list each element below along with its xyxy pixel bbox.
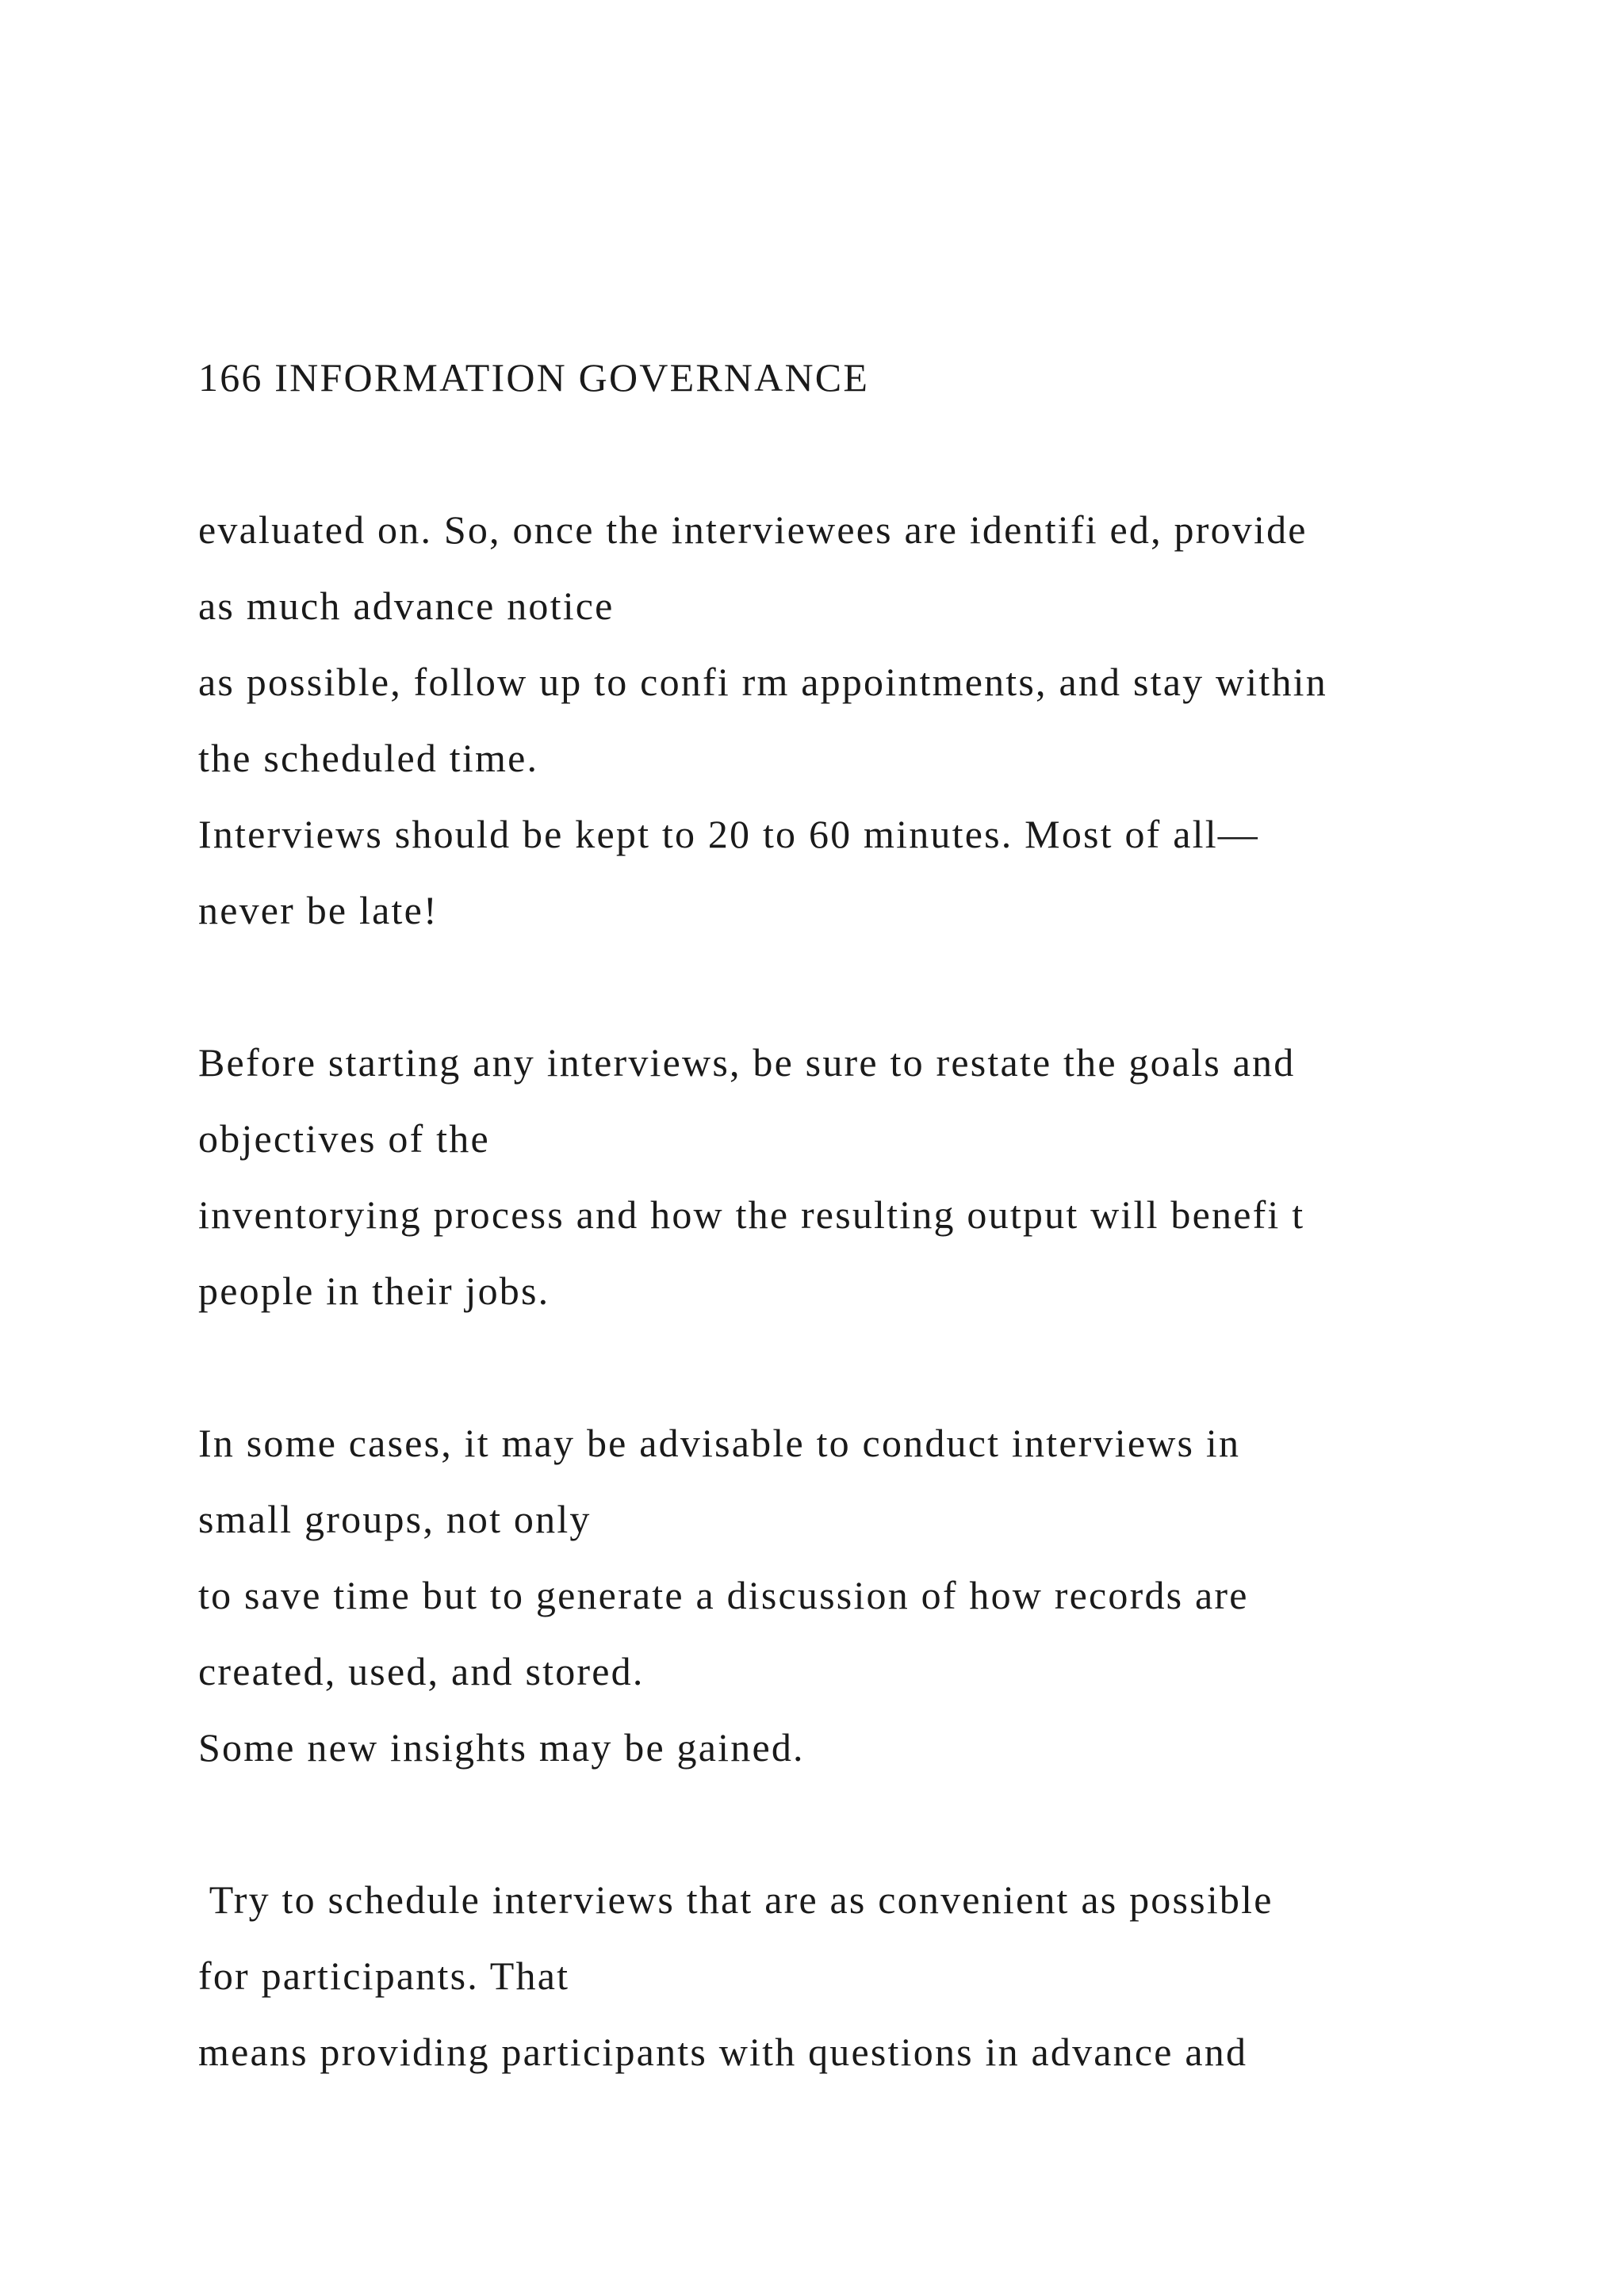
text-line: means providing participants with questions in advance and bbox=[198, 2030, 1248, 2074]
paragraph-2 bbox=[198, 1024, 1562, 1329]
text-line: objectives of the bbox=[198, 1116, 490, 1161]
text-line: Some new insights may be gained. bbox=[198, 1725, 805, 1770]
spacer bbox=[198, 948, 1562, 1024]
document-body bbox=[198, 339, 1562, 2090]
text-line: as possible, follow up to confi rm appointments, and stay within bbox=[198, 660, 1327, 704]
text-line: for participants. That bbox=[198, 1954, 570, 1998]
running-header: 166 INFORMATION GOVERNANCE bbox=[198, 355, 870, 400]
text-line: Try to schedule interviews that are as convenient as possible bbox=[198, 1877, 1274, 1922]
paragraph-3 bbox=[198, 1405, 1562, 1785]
text-line: small groups, not only bbox=[198, 1497, 592, 1541]
text-line: evaluated on. So, once the interviewees are identifi ed, provide bbox=[198, 507, 1308, 552]
text-line: never be late! bbox=[198, 888, 439, 932]
text-line: In some cases, it may be advisable to conduct interviews in bbox=[198, 1421, 1241, 1465]
text-line: Before starting any interviews, be sure to restate the goals and bbox=[198, 1040, 1296, 1085]
spacer bbox=[198, 1785, 1562, 1862]
text-line: to save time but to generate a discussion of how records are bbox=[198, 1573, 1249, 1617]
text-line: the scheduled time. bbox=[198, 736, 539, 780]
spacer bbox=[198, 415, 1562, 492]
text-line: as much advance notice bbox=[198, 584, 615, 628]
text-line: Interviews should be kept to 20 to 60 minutes. Most of all— bbox=[198, 812, 1260, 856]
spacer bbox=[198, 1329, 1562, 1405]
paragraph-1 bbox=[198, 492, 1562, 948]
text-line: created, used, and stored. bbox=[198, 1649, 645, 1693]
text-line: inventorying process and how the resulting output will benefi t bbox=[198, 1192, 1305, 1237]
text-line: people in their jobs. bbox=[198, 1269, 550, 1313]
paragraph-4 bbox=[198, 1862, 1562, 2090]
